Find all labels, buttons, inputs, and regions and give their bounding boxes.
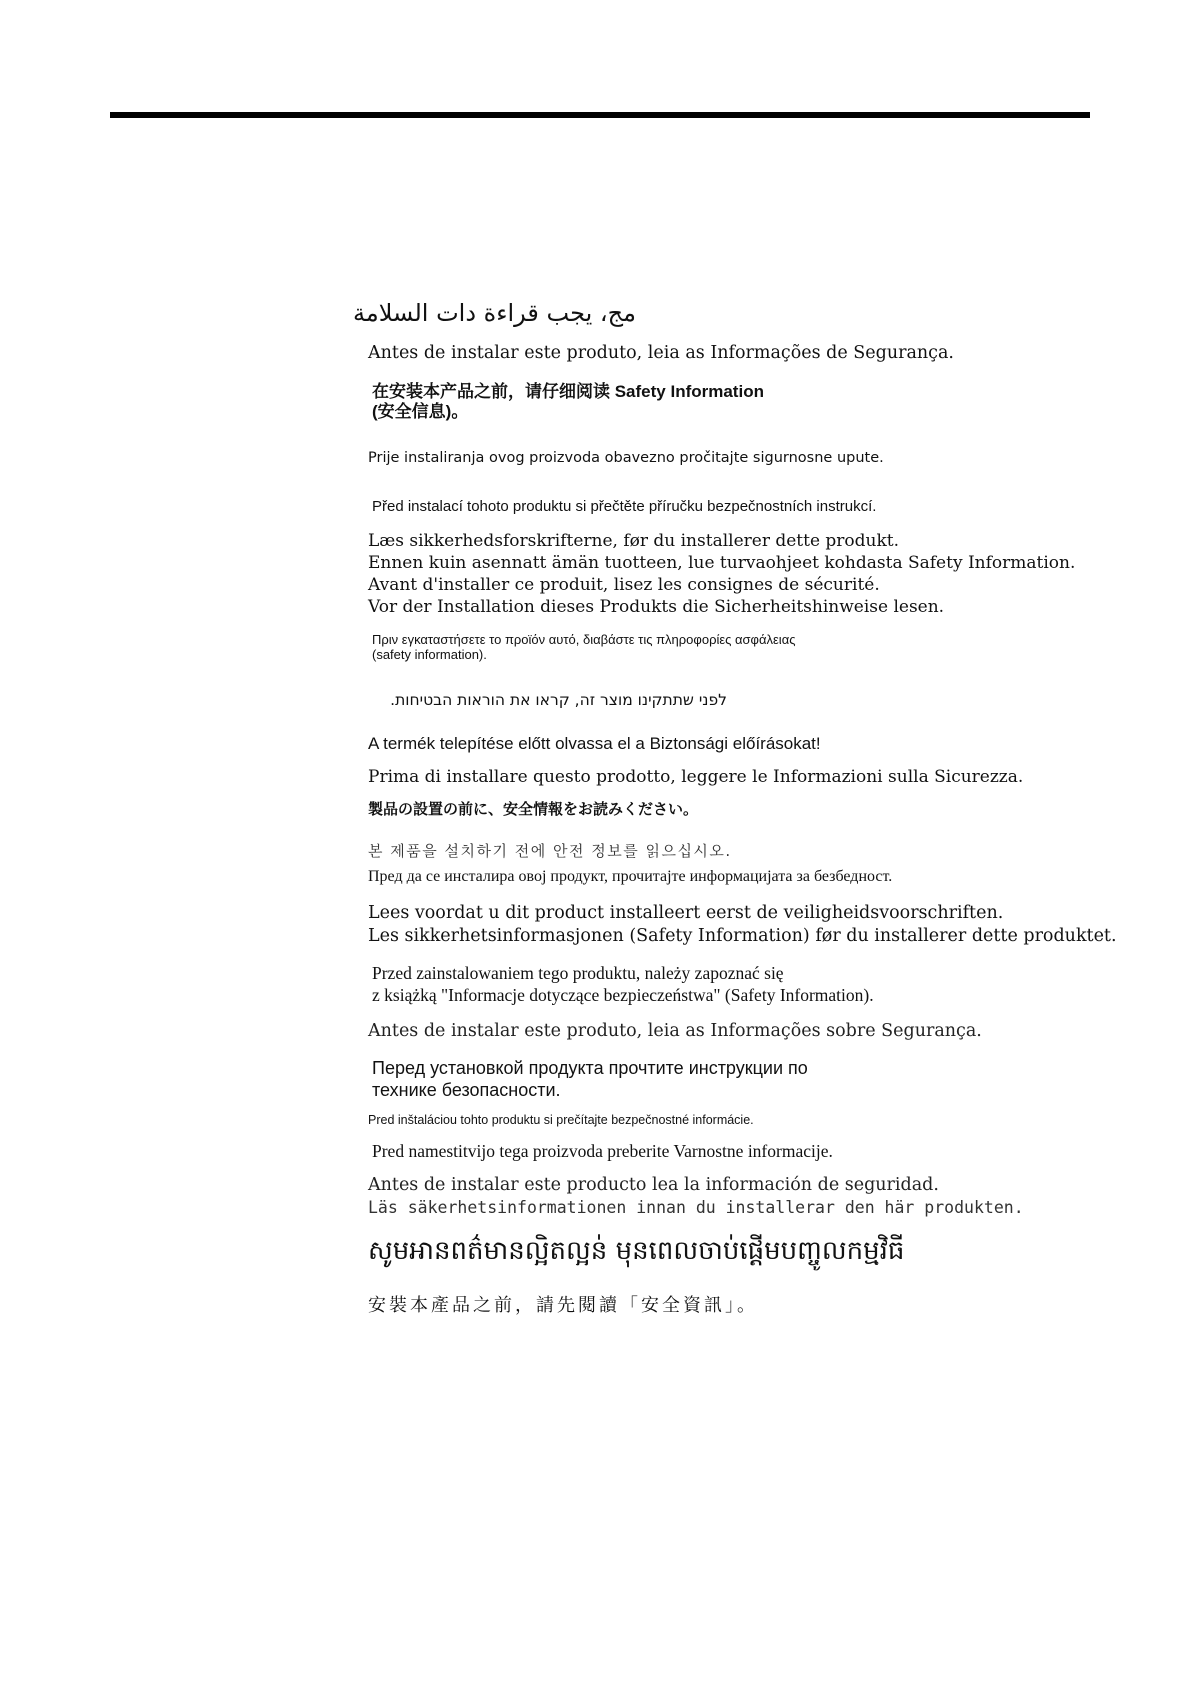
notice-nordic-group [368, 530, 1128, 618]
notice-chinese-simplified-line-2: (安全信息)。 [372, 401, 469, 421]
notice-polish-line-1: Przed zainstalowaniem tego produktu, należy zapoznać się [372, 963, 784, 983]
notice-chinese-simplified [372, 382, 1132, 422]
notice-russian-line-2: технике безопасности. [372, 1080, 561, 1100]
notice-khmer: សូមអានពត៌មានល្អិតល្អន់ មុនពេលចាប់ផ្តើមបញ្ចូលកម្មវិធី [368, 1236, 905, 1266]
notice-russian-line-1: Перед установкой продукта прочтите инструкции по [372, 1058, 808, 1078]
notice-portuguese-br: Antes de instalar este produto, leia as Informações de Segurança. [368, 343, 954, 363]
notice-danish: Læs sikkerhedsforskrifterne, før du installerer dette produkt. [368, 531, 900, 551]
notice-czech: Před instalací tohoto produktu si přečtěte příručku bezpečnostních instrukcí. [372, 498, 877, 515]
notice-hungarian: A termék telepítése előtt olvassa el a Biztonsági előírásokat! [368, 734, 821, 753]
notice-macedonian: Пред да се инсталира овој продукт, прочитајте информацијата за безбедност. [368, 868, 893, 885]
notice-portuguese: Antes de instalar este produto, leia as Informações sobre Segurança. [368, 1021, 982, 1041]
notice-korean: 본 제품을 설치하기 전에 안전 정보를 읽으십시오. [368, 842, 732, 860]
notice-japanese: 製品の設置の前に、安全情報をお読みください。 [368, 801, 699, 818]
notice-italian: Prima di installare questo prodotto, leggere le Informazioni sulla Sicurezza. [368, 767, 1024, 787]
notice-russian [372, 1057, 1132, 1101]
notice-norwegian: Les sikkerhetsinformasjonen (Safety Information) før du installerer dette produktet. [368, 926, 1117, 946]
header-rule [110, 112, 1090, 118]
notice-dutch: Lees voordat u dit product installeert eerst de veiligheidsvoorschriften. [368, 903, 1004, 923]
notice-croatian: Prije instaliranja ovog proizvoda obavezno pročitajte sigurnosne upute. [368, 450, 884, 466]
notice-greek [372, 632, 1132, 662]
notice-slovak: Pred inštaláciou tohto produktu si prečítajte bezpečnostné informácie. [368, 1113, 754, 1127]
notice-greek-line-1: Πριν εγκαταστήσετε το προϊόν αυτό, διαβάστε τις πληροφορίες ασφάλειας [372, 632, 796, 647]
notice-german: Vor der Installation dieses Produkts die Sicherheitshinweise lesen. [368, 597, 945, 617]
notice-arabic: مج، يجب قراءة دات السلامة [353, 299, 636, 327]
notice-spanish: Antes de instalar este producto lea la información de seguridad. [368, 1175, 939, 1195]
notice-polish-line-2: z książką "Informacje dotyczące bezpieczeństwa" (Safety Information). [372, 985, 874, 1005]
notice-hebrew: לפני שתתקינו מוצר זה, קראו את הוראות הבטיחות. [390, 691, 727, 709]
notice-swedish: Läs säkerhetsinformationen innan du installerar den här produkten. [368, 1198, 1024, 1217]
notice-chinese-simplified-line-1: 在安装本产品之前，请仔细阅读 Safety Information [372, 382, 764, 401]
notice-chinese-traditional: 安裝本產品之前，請先閱讀「安全資訊」。 [368, 1295, 758, 1316]
notice-dutch-norwegian [368, 902, 1128, 948]
notice-greek-line-2: (safety information). [372, 647, 487, 662]
notice-french: Avant d'installer ce produit, lisez les consignes de sécurité. [368, 575, 880, 595]
notice-slovenian: Pred namestitvijo tega proizvoda preberite Varnostne informacije. [372, 1141, 833, 1161]
notice-polish [372, 962, 1132, 1006]
notice-finnish: Ennen kuin asennatt ämän tuotteen, lue turvaohjeet kohdasta Safety Information. [368, 553, 1076, 573]
